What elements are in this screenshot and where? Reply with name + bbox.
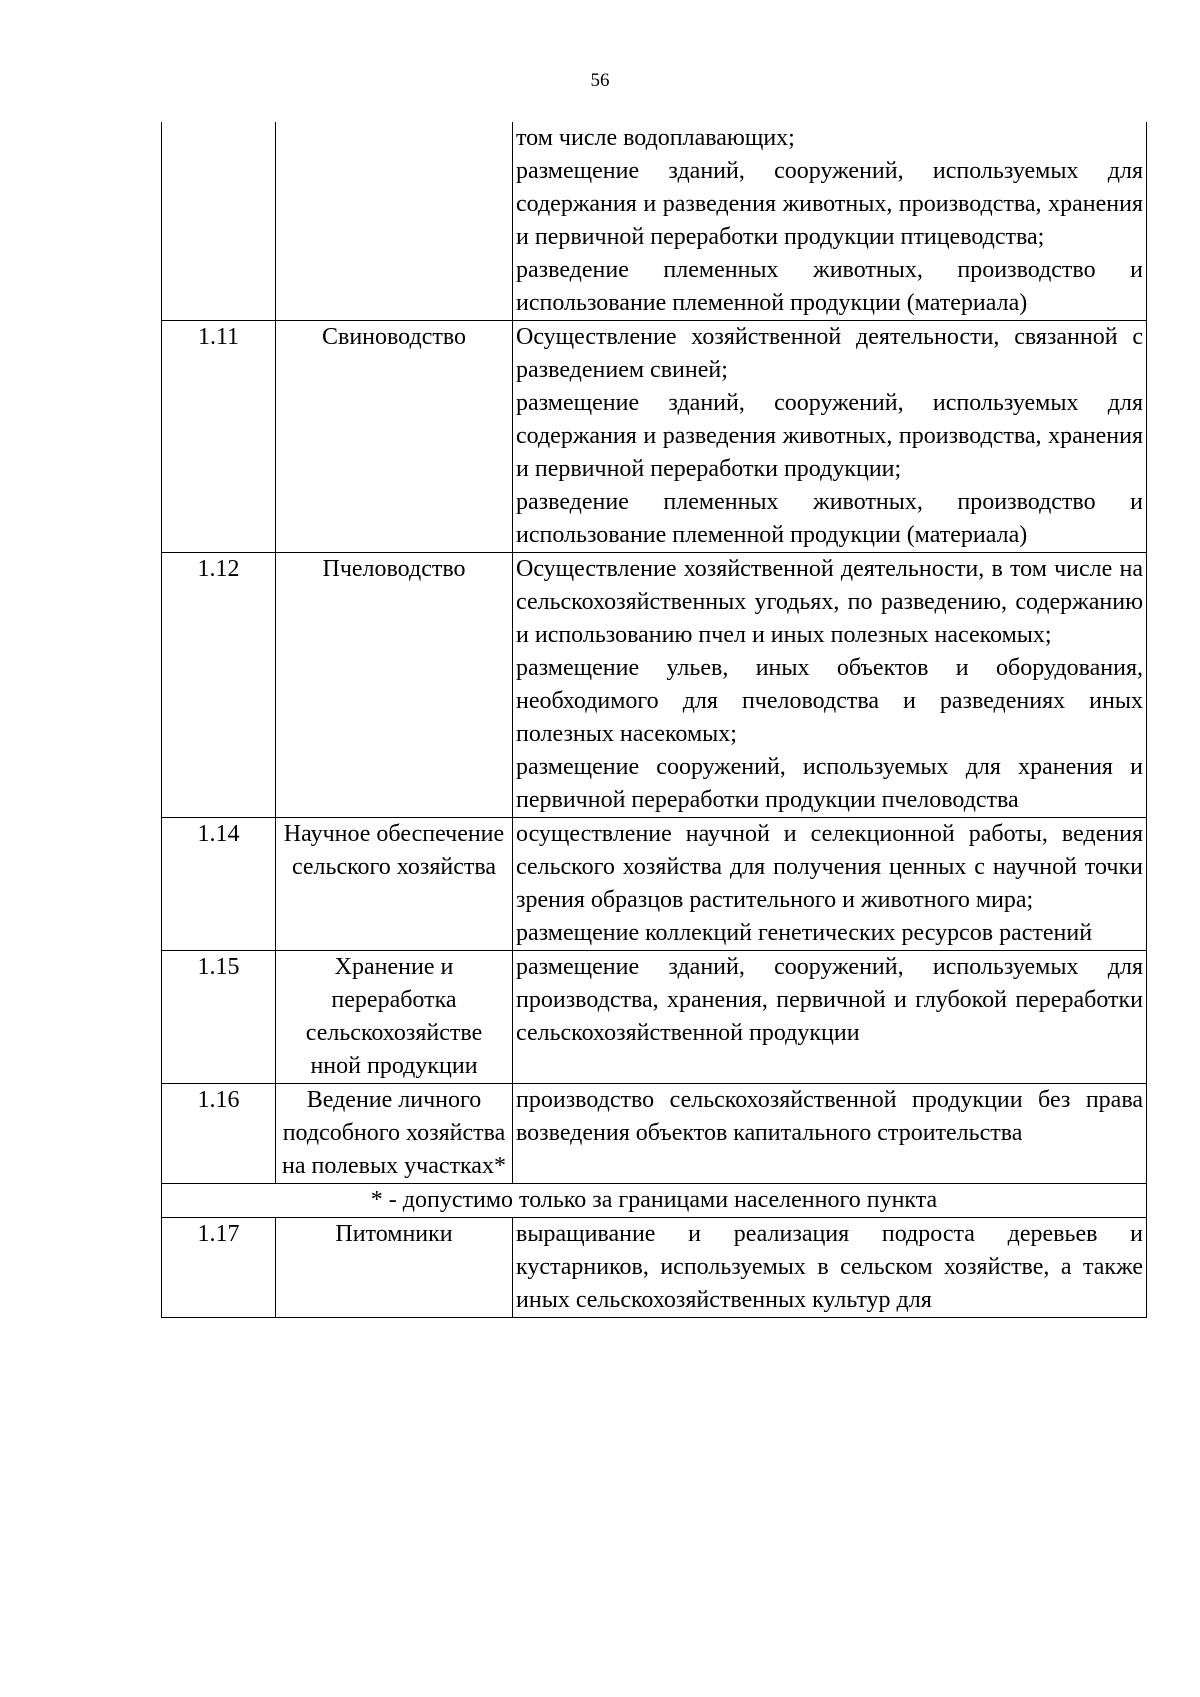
name-cell bbox=[276, 122, 513, 321]
table-row-continuation bbox=[162, 122, 1147, 321]
name-cell: Пчеловодство bbox=[276, 553, 513, 818]
description-cell bbox=[513, 321, 1147, 553]
description-line: разведение племенных животных, производство и использование племенной продукции (материала) bbox=[516, 257, 1143, 316]
description-cell bbox=[513, 1084, 1147, 1184]
description-line: размещение зданий, сооружений, используемых для содержания и разведения животных, производства, хранения и первичной переработки продукции; bbox=[516, 390, 1143, 482]
description-cell bbox=[513, 1218, 1147, 1318]
description-line: размещение ульев, иных объектов и оборудования, необходимого для пчеловодства и разведениях иных полезных насекомых; bbox=[516, 655, 1143, 747]
code-cell: 1.17 bbox=[162, 1218, 276, 1318]
code-cell: 1.11 bbox=[162, 321, 276, 553]
table-row bbox=[162, 1084, 1147, 1184]
name-cell: Питомники bbox=[276, 1218, 513, 1318]
code-cell: 1.12 bbox=[162, 553, 276, 818]
description-cell bbox=[513, 553, 1147, 818]
description-cell bbox=[513, 818, 1147, 951]
page-number: 56 bbox=[590, 70, 610, 91]
description-cell bbox=[513, 122, 1147, 321]
name-cell: Свиноводство bbox=[276, 321, 513, 553]
code-cell: 1.16 bbox=[162, 1084, 276, 1184]
code-cell: 1.14 bbox=[162, 818, 276, 951]
description-line: размещение зданий, сооружений, используемых для содержания и разведения животных, производства, хранения и первичной переработки продукции птицеводства; bbox=[516, 158, 1143, 250]
description-cell bbox=[513, 951, 1147, 1084]
description-line: Осуществление хозяйственной деятельности, в том числе на сельскохозяйственных угодьях, по разведению, содержанию и использованию пчел и иных полезных насекомых; bbox=[516, 556, 1143, 648]
table-row bbox=[162, 553, 1147, 818]
description-line: том числе водоплавающих; bbox=[516, 125, 795, 151]
description-line: разведение племенных животных, производство и использование племенной продукции (материала) bbox=[516, 489, 1143, 548]
description-line: размещение сооружений, используемых для хранения и первичной переработки продукции пчеловодства bbox=[516, 754, 1143, 813]
description-line: выращивание и реализация подроста деревьев и кустарников, используемых в сельском хозяйстве, а также иных сельскохозяйственных культур для bbox=[516, 1221, 1143, 1313]
table-row bbox=[162, 1218, 1147, 1318]
code-cell: 1.15 bbox=[162, 951, 276, 1084]
name-cell: Научное обеспечение сельского хозяйства bbox=[276, 818, 513, 951]
description-line: Осуществление хозяйственной деятельности, связанной с разведением свиней; bbox=[516, 324, 1143, 383]
table-row bbox=[162, 321, 1147, 553]
name-cell: Хранение и переработка сельскохозяйстве нной продукции bbox=[276, 951, 513, 1084]
footnote-row bbox=[162, 1184, 1147, 1218]
table-row bbox=[162, 818, 1147, 951]
description-line: размещение зданий, сооружений, используемых для производства, хранения, первичной и глубокой переработки сельскохозяйственной продукции bbox=[516, 954, 1143, 1046]
description-line: размещение коллекций генетических ресурсов растений bbox=[516, 920, 1093, 946]
description-line: осуществление научной и селекционной работы, ведения сельского хозяйства для получения ценных с научной точки зрения образцов растительного и животного мира; bbox=[516, 821, 1143, 913]
description-line: производство сельскохозяйственной продукции без права возведения объектов капитального строительства bbox=[516, 1087, 1143, 1146]
name-cell: Ведение личного подсобного хозяйства на полевых участках* bbox=[276, 1084, 513, 1184]
table-row bbox=[162, 951, 1147, 1084]
code-cell bbox=[162, 122, 276, 321]
land-use-table bbox=[161, 122, 1147, 1318]
footnote-cell: * - допустимо только за границами населенного пункта bbox=[162, 1184, 1147, 1218]
